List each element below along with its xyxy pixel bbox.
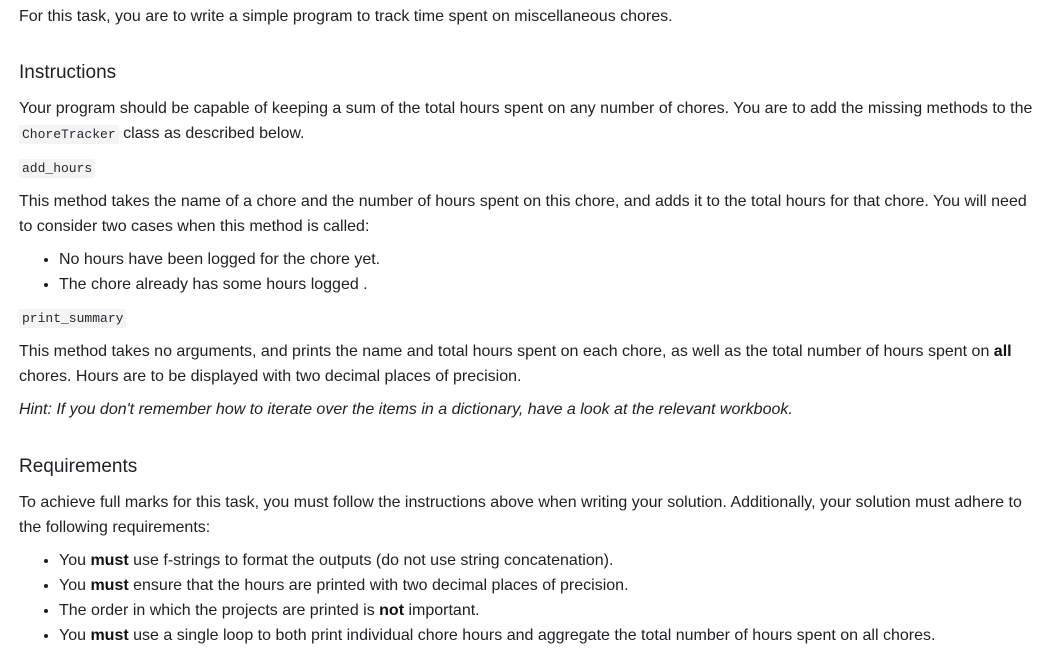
list-item xyxy=(59,548,1039,573)
emphasis-all: all xyxy=(993,343,1012,360)
instructions-text-end: class as described below. xyxy=(118,125,305,142)
instructions-paragraph xyxy=(19,96,1039,147)
requirements-paragraph: To achieve full marks for this task, you must follow the instructions above when writing your solution. Additionally, your solution must adhere to the following requirements: xyxy=(19,494,1022,536)
requirement-text-end: ensure that the hours are printed with two decimal places of precision. xyxy=(128,577,629,594)
requirement-text-end: use f-strings to format the outputs (do not use string concatenation). xyxy=(128,552,614,569)
requirement-text-start: The order in which the projects are printed is xyxy=(59,602,380,619)
requirements-list xyxy=(19,548,1039,648)
instructions-text-start: Your program should be capable of keeping a sum of the total hours spent on any number of chores. You are to add the missing methods to the xyxy=(19,100,1033,117)
requirement-text-start: You xyxy=(59,577,91,594)
method-print-summary-code: print_summary xyxy=(19,309,126,328)
requirement-text-start: You xyxy=(59,627,91,644)
instructions-heading: Instructions xyxy=(19,62,117,83)
add-hours-cases-list xyxy=(19,247,1039,297)
print-summary-description xyxy=(19,339,1039,389)
method-print-summary xyxy=(19,305,1039,331)
list-item xyxy=(59,598,1039,623)
requirement-emphasis: must xyxy=(90,552,129,569)
requirement-text-end: use a single loop to both print individual chore hours and aggregate the total number of hours spent on all chores. xyxy=(128,627,936,644)
requirement-text-start: You xyxy=(59,552,91,569)
list-item xyxy=(59,623,1039,648)
requirement-emphasis: not xyxy=(379,602,405,619)
list-item: • No hours have been logged for the chore yet. xyxy=(59,247,1039,272)
requirement-emphasis: must xyxy=(90,577,129,594)
method-add-hours xyxy=(19,155,1039,181)
print-summary-text-start: This method takes no arguments, and prints the name and total hours spent on each chore, as well as the total number of hours spent on xyxy=(19,343,994,360)
requirement-text-end: important. xyxy=(404,602,480,619)
requirement-emphasis: must xyxy=(90,627,129,644)
class-name-code: ChoreTracker xyxy=(19,125,119,144)
requirements-heading: Requirements xyxy=(19,456,138,477)
list-item: • The chore already has some hours logged . xyxy=(59,272,1039,297)
print-summary-text-end: chores. Hours are to be displayed with two decimal places of precision. xyxy=(19,368,522,385)
hint-text: Hint: If you don't remember how to iterate over the items in a dictionary, have a look at the relevant workbook. xyxy=(19,401,793,418)
method-add-hours-code: add_hours xyxy=(19,159,95,178)
intro-text: For this task, you are to write a simple program to track time spent on miscellaneous chores. xyxy=(19,8,673,25)
list-item xyxy=(59,573,1039,598)
add-hours-description: This method takes the name of a chore and the number of hours spent on this chore, and adds it to the total hours for that chore. You will need to consider two cases when this method is called: xyxy=(19,193,1027,235)
